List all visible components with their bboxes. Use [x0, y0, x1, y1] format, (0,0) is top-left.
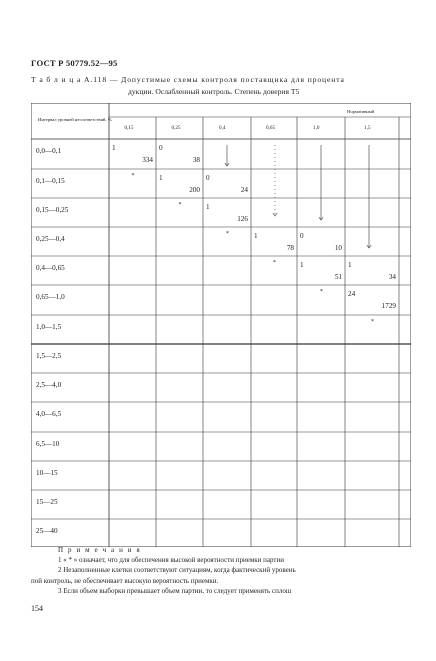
- notes-title: П р и м е ч а н и я: [58, 546, 142, 554]
- cell-value-top: 1: [300, 261, 304, 269]
- row-label: 0,4—0,65: [36, 264, 65, 272]
- column-header: 1,0: [313, 125, 320, 131]
- cell-value-bottom: 126: [237, 215, 248, 223]
- column-header: 0,65: [266, 125, 276, 131]
- notes: [31, 545, 413, 596]
- table-grid: [31, 103, 411, 547]
- cell-value-bottom: 200: [189, 186, 200, 194]
- cell-value-top: 24: [348, 290, 356, 298]
- cell-value-bottom: 334: [142, 156, 153, 164]
- row-label: 1,5—2,5: [36, 352, 62, 360]
- table-caption: [31, 74, 411, 98]
- row-header: Интервал уровней несоответствий, %: [38, 117, 112, 122]
- column-header: 1,5: [364, 125, 371, 131]
- row-label: 0,65—1,0: [36, 293, 65, 301]
- cell-value-top: 1: [206, 203, 210, 211]
- star-marker: *: [178, 202, 182, 208]
- star-marker: *: [273, 260, 276, 266]
- note-1: 1 « * » означает, что для обеспечения высокой вероятности приемки партии: [58, 556, 284, 565]
- row-label: 0,25—0,4: [36, 235, 65, 243]
- row-label: 25—40: [36, 527, 58, 535]
- row-label: 0,1—0,15: [36, 177, 65, 185]
- star-marker: *: [131, 173, 135, 179]
- caption-line-2: дукции. Ослабленный контроль. Степень доверия Т5: [128, 87, 300, 96]
- row-label: 10—15: [36, 469, 58, 477]
- document-header: ГОСТ Р 50779.52—95: [31, 58, 118, 68]
- cell-value-bottom: 78: [286, 244, 294, 252]
- cell-value-top: 1: [348, 261, 352, 269]
- cell-value-top: 0: [206, 174, 210, 182]
- row-label: 4,0—6,5: [36, 410, 62, 418]
- cell-value-top: 1: [112, 144, 116, 152]
- row-label: 0,15—0,25: [36, 206, 69, 214]
- column-header: 0,25: [171, 125, 181, 131]
- column-header: 0,15: [124, 125, 134, 131]
- cell-value-bottom: 38: [192, 156, 200, 164]
- cell-value-bottom: 34: [388, 273, 396, 281]
- cell-value-bottom: 51: [334, 273, 342, 281]
- caption-line-1: Т а б л и ц а А.118 — Допустимые схемы контроля поставщика для процента: [31, 75, 345, 84]
- star-marker: *: [371, 319, 374, 325]
- row-label: 15—25: [36, 498, 58, 506]
- column-header: 0,4: [219, 125, 226, 131]
- cell-value-top: 1: [159, 174, 163, 182]
- cell-value-bottom: 24: [240, 186, 248, 194]
- acceptance-table: [31, 103, 411, 547]
- note-2: 2 Незаполненные клетки соответствуют ситуациям, когда фактический уровень: [58, 566, 296, 575]
- star-marker: *: [226, 231, 229, 237]
- cell-value-top: 1: [254, 232, 258, 240]
- cell-value-bottom: 10: [334, 244, 342, 252]
- row-label: 0,0—0,1: [36, 147, 62, 155]
- note-2-continued: пой контроль, не обеспечивает высокую вероятность приемки.: [31, 576, 219, 585]
- cell-value-top: 0: [159, 144, 163, 152]
- normative-header: Нормативный: [347, 109, 375, 114]
- page-number: 154: [31, 604, 43, 613]
- cell-value-top: 0: [300, 232, 304, 240]
- row-label: 6,5—10: [36, 440, 60, 448]
- star-marker: *: [320, 289, 323, 295]
- row-label: 1,0—1,5: [36, 323, 62, 331]
- note-3: 3 Если объем выборки превышает объем партии, то следует применять сплош: [58, 586, 292, 595]
- row-label: 2,5—4,0: [36, 381, 62, 389]
- cell-value-bottom: 1729: [381, 302, 396, 310]
